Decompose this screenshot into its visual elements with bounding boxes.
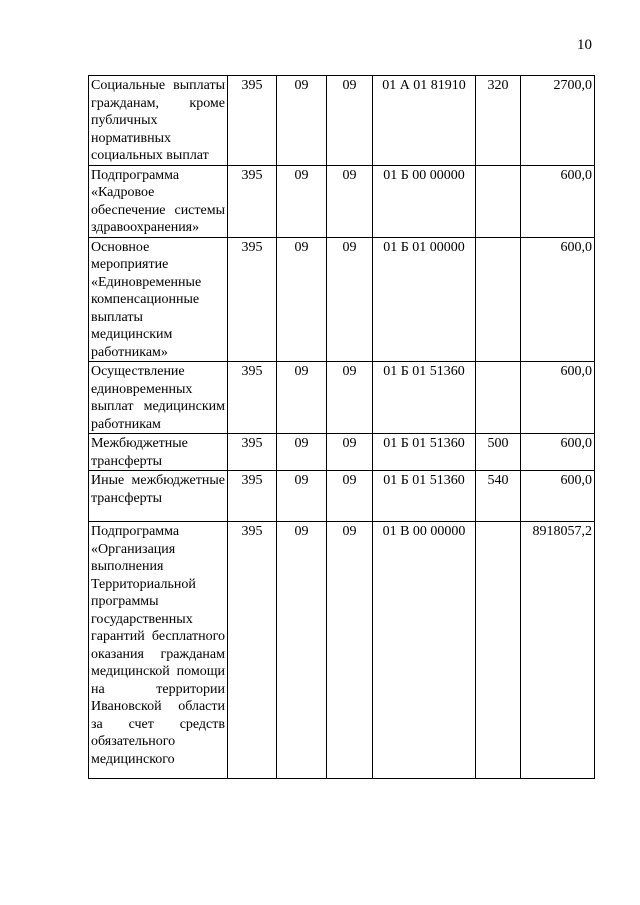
row-section: 09 bbox=[277, 471, 327, 522]
row-target-article: 01 Б 01 00000 bbox=[373, 237, 476, 362]
row-subsection: 09 bbox=[327, 434, 373, 471]
page-number: 10 bbox=[577, 37, 592, 53]
row-name: Иные межбюджетные трансферты bbox=[89, 471, 228, 522]
row-ministry-code: 395 bbox=[228, 471, 277, 522]
row-section: 09 bbox=[277, 76, 327, 166]
row-target-article: 01 Б 01 51360 bbox=[373, 471, 476, 522]
row-ministry-code: 395 bbox=[228, 237, 277, 362]
row-name: Осуществление единовременных выплат медицинским работникам bbox=[89, 362, 228, 434]
row-name: Межбюджетные трансферты bbox=[89, 434, 228, 471]
table-row bbox=[89, 434, 595, 471]
row-section: 09 bbox=[277, 237, 327, 362]
row-amount: 8918057,2 bbox=[521, 522, 595, 779]
table-row bbox=[89, 362, 595, 434]
row-amount: 600,0 bbox=[521, 237, 595, 362]
table-row bbox=[89, 76, 595, 166]
table-row bbox=[89, 165, 595, 237]
row-ministry-code: 395 bbox=[228, 522, 277, 779]
row-section: 09 bbox=[277, 165, 327, 237]
row-expense-type bbox=[476, 362, 521, 434]
row-section: 09 bbox=[277, 362, 327, 434]
row-amount: 600,0 bbox=[521, 471, 595, 522]
table-row bbox=[89, 471, 595, 522]
row-subsection: 09 bbox=[327, 76, 373, 166]
row-expense-type: 320 bbox=[476, 76, 521, 166]
row-subsection: 09 bbox=[327, 362, 373, 434]
row-expense-type bbox=[476, 165, 521, 237]
row-name: Социальные выплаты гражданам, кроме публичных нормативных социальных выплат bbox=[89, 76, 228, 166]
row-name: Подпрограмма «Кадровое обеспечение системы здравоохранения» bbox=[89, 165, 228, 237]
table-row bbox=[89, 522, 595, 779]
row-ministry-code: 395 bbox=[228, 434, 277, 471]
row-subsection: 09 bbox=[327, 237, 373, 362]
row-amount: 600,0 bbox=[521, 362, 595, 434]
row-ministry-code: 395 bbox=[228, 76, 277, 166]
row-target-article: 01 В 00 00000 bbox=[373, 522, 476, 779]
row-name: Подпрограмма «Организация выполнения Территориальной программы государственных гарантий бесплатного оказания гражданам медицинской помощи на территории Ивановской области за счет средств обязательного медицинского bbox=[89, 522, 228, 779]
row-ministry-code: 395 bbox=[228, 362, 277, 434]
row-ministry-code: 395 bbox=[228, 165, 277, 237]
row-name: Основное мероприятие «Единовременные компенсационные выплаты медицинским работникам» bbox=[89, 237, 228, 362]
row-subsection: 09 bbox=[327, 471, 373, 522]
row-expense-type bbox=[476, 237, 521, 362]
row-section: 09 bbox=[277, 434, 327, 471]
budget-table bbox=[88, 75, 595, 779]
row-target-article: 01 Б 00 00000 bbox=[373, 165, 476, 237]
row-amount: 600,0 bbox=[521, 434, 595, 471]
row-subsection: 09 bbox=[327, 165, 373, 237]
row-target-article: 01 Б 01 51360 bbox=[373, 434, 476, 471]
table-row bbox=[89, 237, 595, 362]
row-target-article: 01 А 01 81910 bbox=[373, 76, 476, 166]
row-amount: 2700,0 bbox=[521, 76, 595, 166]
row-section: 09 bbox=[277, 522, 327, 779]
row-expense-type: 500 bbox=[476, 434, 521, 471]
row-expense-type bbox=[476, 522, 521, 779]
row-amount: 600,0 bbox=[521, 165, 595, 237]
row-target-article: 01 Б 01 51360 bbox=[373, 362, 476, 434]
row-expense-type: 540 bbox=[476, 471, 521, 522]
row-subsection: 09 bbox=[327, 522, 373, 779]
